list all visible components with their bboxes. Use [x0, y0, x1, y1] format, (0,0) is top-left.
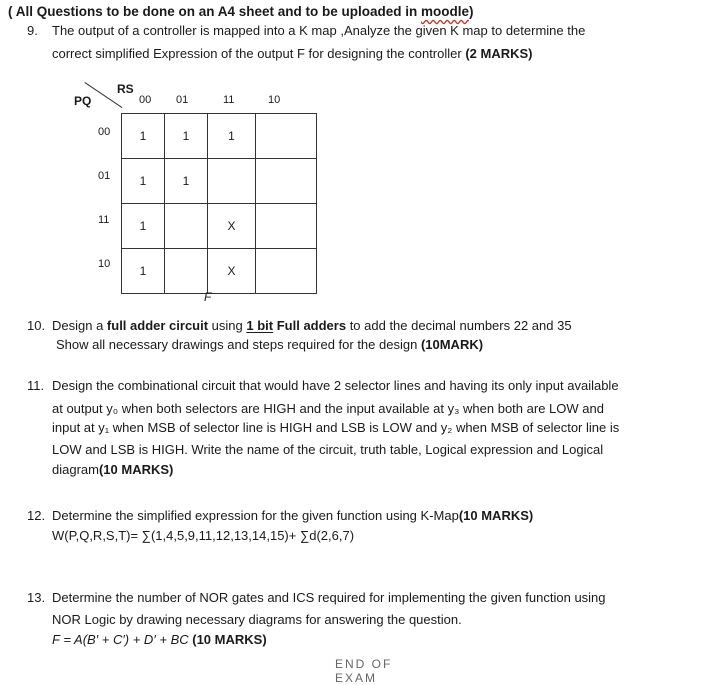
q12-line1-text: Determine the simplified expression for the given function using K-Map — [52, 508, 459, 523]
q13-line3 — [52, 632, 267, 647]
q13-line1: Determine the number of NOR gates and ICS required for implementing the given function using — [52, 590, 606, 605]
q10-text-a: Design a — [52, 318, 107, 333]
kmap-output-label: F — [204, 290, 212, 304]
q11-line1: Design the combinational circuit that would have 2 selector lines and having its only input available — [52, 378, 619, 393]
q12-number: 12. — [27, 508, 46, 523]
kmap-row — [122, 159, 317, 204]
kmap-col-header: 11 — [223, 94, 235, 106]
q10-line1 — [52, 318, 572, 333]
q10-text-b: full adder circuit — [106, 318, 209, 333]
kmap-col-header: 10 — [268, 94, 281, 106]
q11-marks: (10 MARKS) — [98, 462, 174, 477]
header-prefix: ( All Questions to be done on an A4 sheet and to be uploaded in — [8, 4, 422, 19]
kmap-cell — [256, 249, 317, 294]
q10-text-e: Full adders — [273, 318, 347, 333]
kmap-cell — [256, 204, 317, 249]
kmap-row — [122, 249, 317, 294]
kmap-cell: 1 — [122, 249, 165, 294]
kmap-cell: 1 — [122, 159, 165, 204]
q9-line1: The output of a controller is mapped into a K map ,Analyze the given K map to determine the — [52, 23, 586, 38]
moodle-link-text: moodle — [421, 4, 470, 19]
q11-line3: input at y₁ when MSB of selector line is HIGH and LSB is LOW and y₂ when MSB of selector line is — [52, 420, 620, 435]
q10-line2 — [56, 337, 483, 352]
header-suffix: ) — [469, 4, 474, 19]
kmap-row-header: 10 — [98, 258, 111, 270]
kmap-row-header: 00 — [98, 126, 111, 138]
q13-number: 13. — [27, 590, 46, 605]
kmap-cell — [208, 159, 256, 204]
q12-line1 — [52, 508, 533, 523]
q13-expression: F = A(B′ + C′) + D′ + BC — [52, 632, 189, 647]
q10-text-f: to add the decimal numbers 22 and 35 — [346, 318, 572, 333]
kmap-col-header: 00 — [139, 94, 152, 106]
kmap-cell — [256, 114, 317, 159]
footer-fragment — [335, 657, 425, 685]
q12-function: W(P,Q,R,S,T)= ∑(1,4,5,9,11,12,13,14,15)+ ∑d(2,6,7) — [52, 528, 355, 543]
q11-line5 — [52, 462, 173, 477]
q13-marks: (10 MARKS) — [188, 632, 267, 647]
kmap-rs-label: RS — [117, 82, 134, 96]
instructions-header — [8, 4, 474, 19]
q11-number: 11. — [27, 378, 45, 393]
kmap-cell: 1 — [122, 114, 165, 159]
kmap-row-header: 01 — [98, 170, 111, 182]
q12-marks: (10 MARKS) — [458, 508, 534, 523]
q10-text-d: 1 bit — [246, 318, 274, 333]
kmap-cell: X — [208, 204, 256, 249]
q11-line4: LOW and LSB is HIGH. Write the name of the circuit, truth table, Logical expression and Logical — [52, 442, 604, 457]
kmap-cell: 1 — [122, 204, 165, 249]
kmap-cell — [165, 204, 208, 249]
q10-text-c: using — [208, 318, 247, 333]
kmap-cell: 1 — [165, 159, 208, 204]
kmap-cell: X — [208, 249, 256, 294]
kmap-row — [122, 114, 317, 159]
q9-line2 — [52, 46, 533, 61]
q11-line2: at output y₀ when both selectors are HIGH and the input available at y₃ when both are LOW and — [52, 401, 604, 416]
kmap-col-header: 01 — [176, 94, 189, 106]
q10-line2-text: Show all necessary drawings and steps required for the design — [56, 337, 421, 352]
q11-line5-text: diagram — [52, 462, 99, 477]
kmap-grid — [121, 113, 317, 294]
kmap-pq-label: PQ — [74, 94, 92, 108]
kmap-cell — [256, 159, 317, 204]
q9-line2-text: correct simplified Expression of the output F for designing the controller — [52, 46, 466, 61]
kmap-cell: 1 — [165, 114, 208, 159]
q9-marks: (2 MARKS) — [465, 46, 533, 61]
q13-line2: NOR Logic by drawing necessary diagrams for answering the question. — [52, 612, 462, 627]
footer-fragment-text: END OF EXAM — [335, 657, 393, 685]
q10-marks: (10MARK) — [420, 337, 484, 352]
kmap-row-header: 11 — [98, 214, 110, 226]
kmap-cell: 1 — [208, 114, 256, 159]
q10-number: 10. — [27, 318, 46, 333]
kmap-cell — [165, 249, 208, 294]
q9-number: 9. — [27, 23, 38, 38]
kmap-row — [122, 204, 317, 249]
